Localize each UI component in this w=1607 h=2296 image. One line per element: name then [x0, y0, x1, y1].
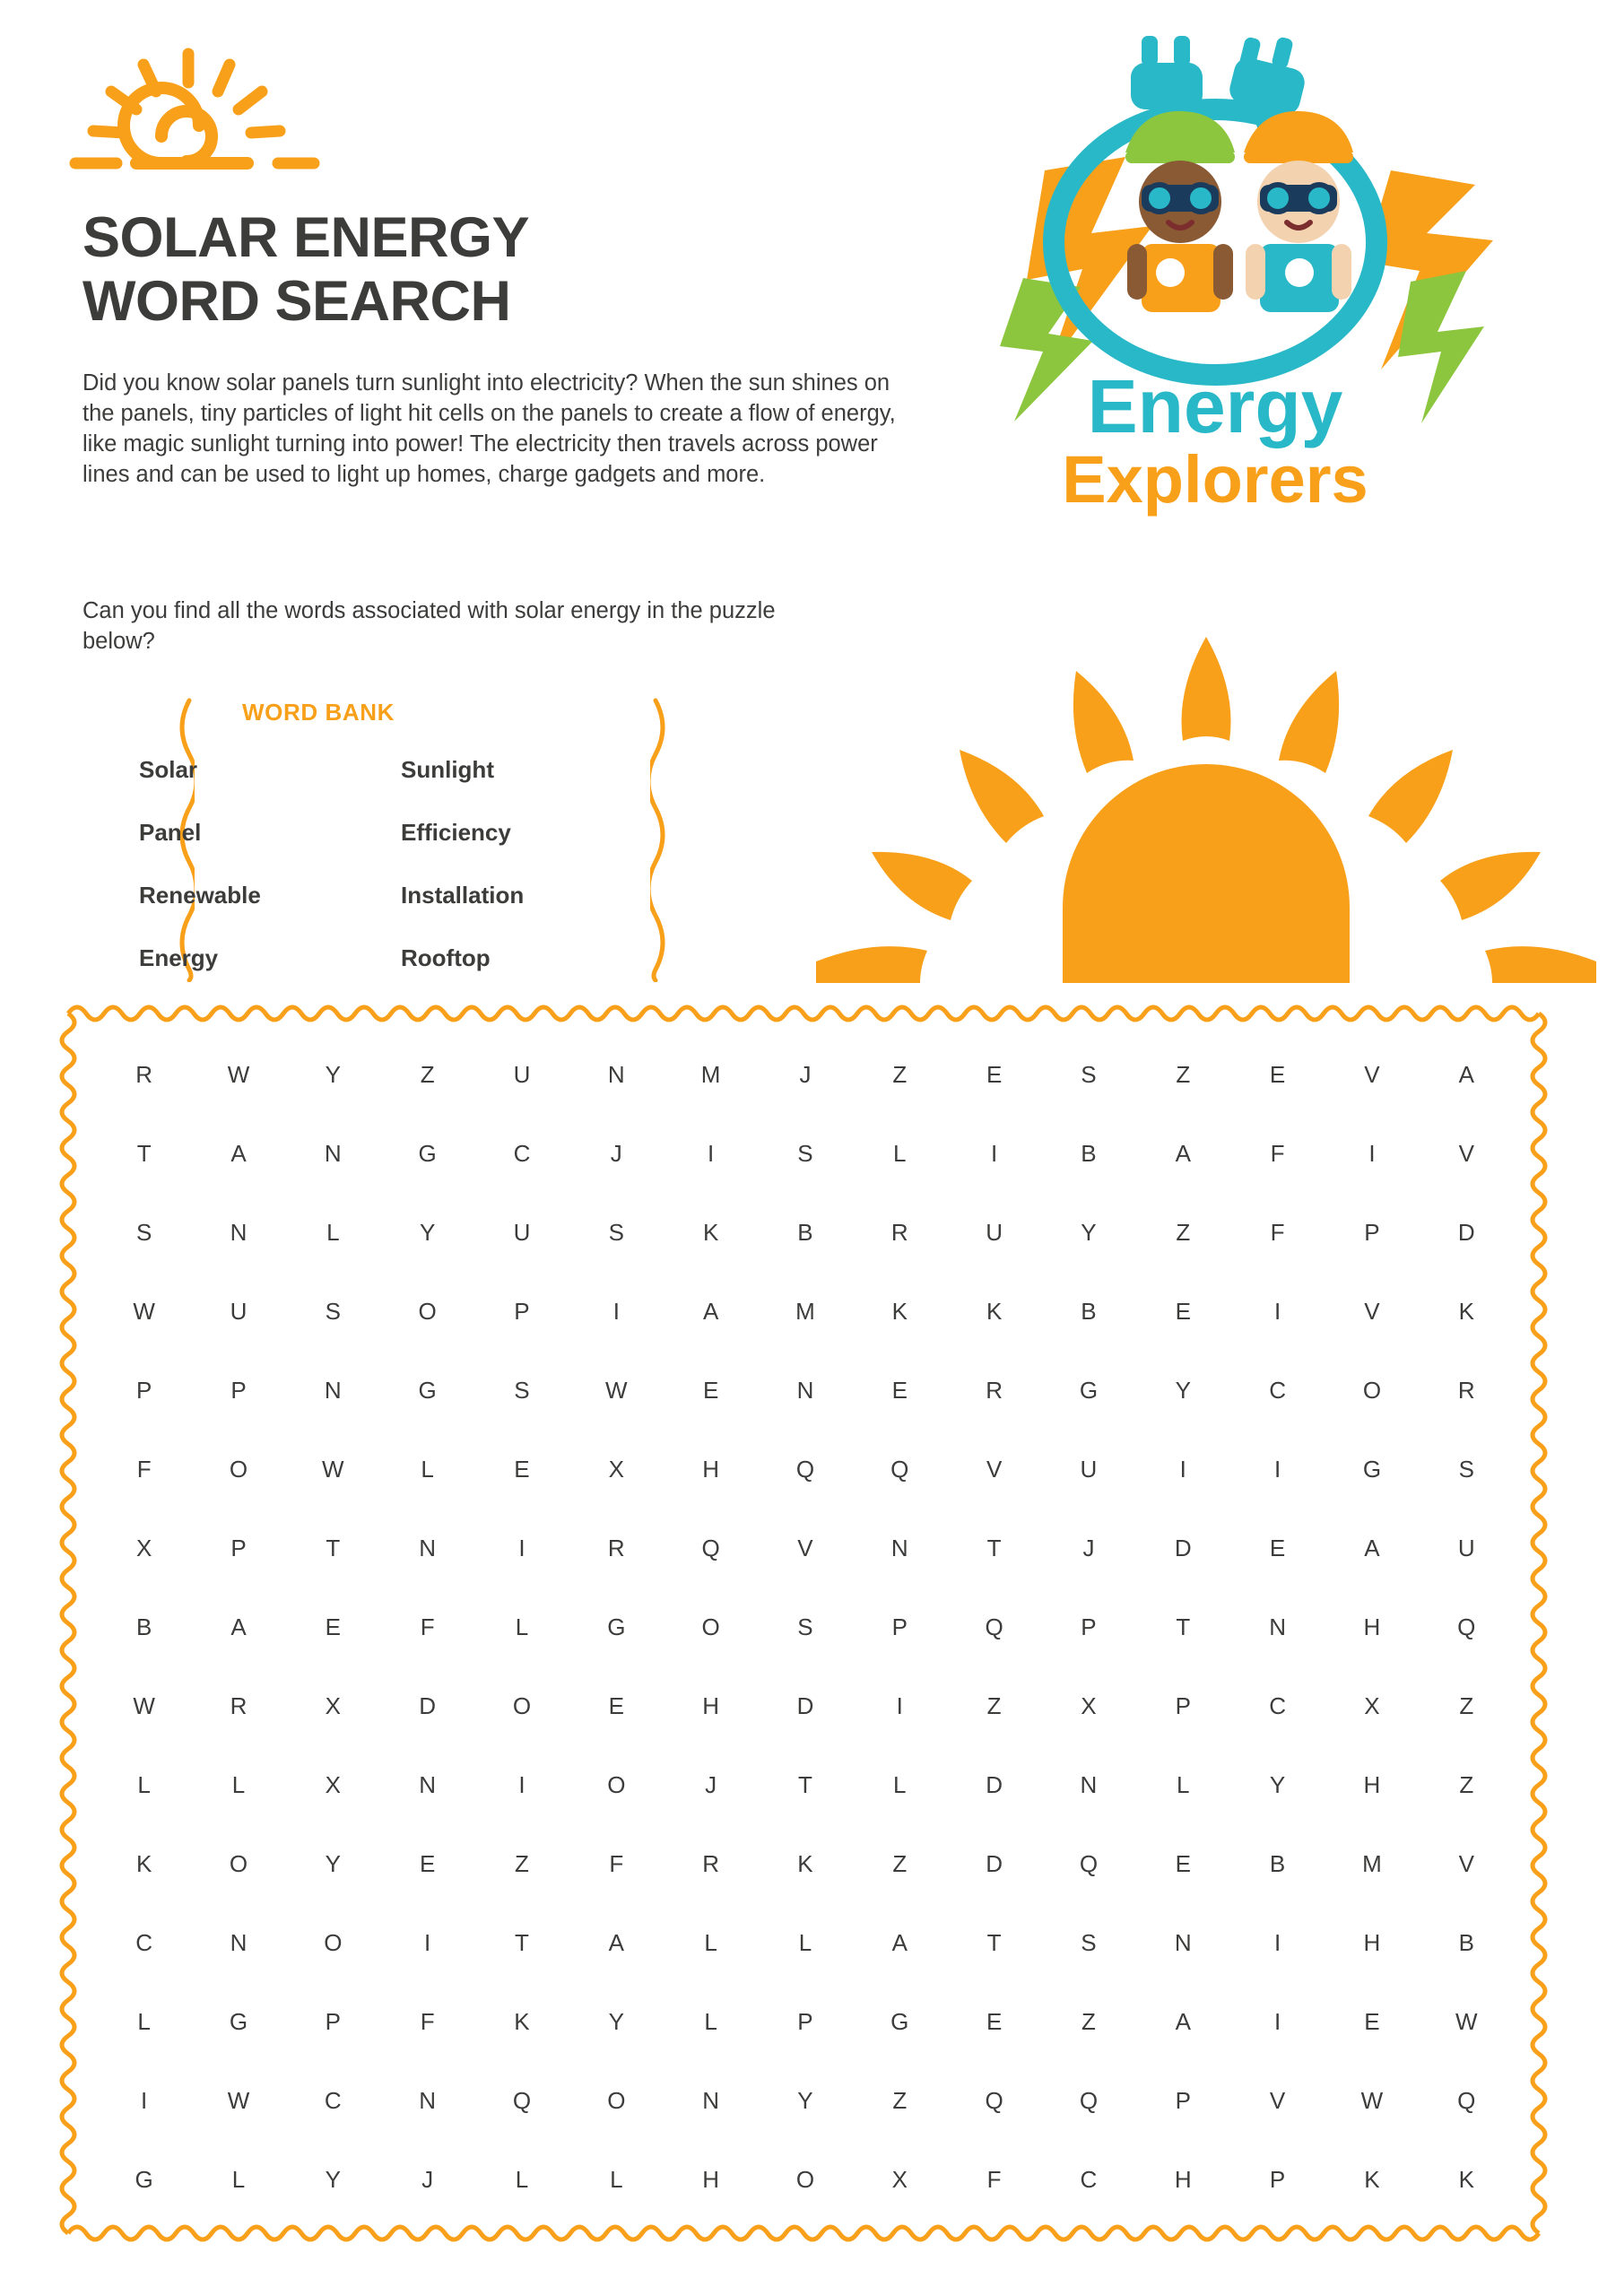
grid-cell[interactable]: L	[704, 1928, 717, 1956]
grid-cell[interactable]: V	[986, 1455, 1003, 1483]
grid-row	[97, 1114, 1514, 1193]
grid-cell[interactable]: N	[607, 1060, 625, 1088]
grid-cell[interactable]: L	[421, 1455, 434, 1483]
grid-cell[interactable]: E	[1175, 1297, 1191, 1325]
grid-cell[interactable]: E	[419, 1849, 436, 1877]
grid-cell[interactable]: Y	[325, 1849, 341, 1877]
grid-cell[interactable]: I	[612, 1297, 620, 1325]
grid-cell[interactable]: Z	[1459, 1692, 1474, 1719]
grid-cell[interactable]: L	[610, 2165, 623, 2193]
grid-cell[interactable]: Y	[419, 1218, 436, 1246]
grid-cell[interactable]: U	[513, 1060, 531, 1088]
grid-cell[interactable]: I	[518, 1770, 526, 1798]
grid-cell[interactable]: A	[230, 1613, 247, 1640]
grid-cell[interactable]: I	[1273, 1297, 1281, 1325]
grid-cell[interactable]: I	[1273, 1455, 1281, 1483]
grid-cell[interactable]: B	[797, 1218, 813, 1246]
grid-cell[interactable]: K	[1364, 2165, 1380, 2193]
grid-cell[interactable]: N	[324, 1139, 342, 1167]
grid-cell[interactable]: L	[798, 1928, 812, 1956]
word-bank-item: Installation	[401, 882, 525, 909]
grid-cell[interactable]: I	[991, 1139, 998, 1167]
grid-cell[interactable]: H	[702, 1692, 720, 1719]
grid-cell[interactable]: O	[324, 1928, 343, 1956]
grid-cell[interactable]: W	[1455, 2007, 1478, 2035]
word-bank-item: Solar	[139, 756, 198, 783]
grid-cell[interactable]: B	[1458, 1928, 1474, 1956]
grid-cell[interactable]: G	[890, 2007, 909, 2035]
grid-cell[interactable]: F	[136, 1455, 152, 1483]
grid-cell[interactable]: F	[609, 1849, 624, 1877]
grid-cell[interactable]: F	[420, 1613, 435, 1640]
grid-cell[interactable]: U	[1080, 1455, 1098, 1483]
sun-doodle-icon	[54, 27, 359, 206]
grid-cell[interactable]: P	[1175, 2086, 1191, 2114]
grid-cell[interactable]: K	[797, 1849, 813, 1877]
grid-cell[interactable]: N	[1080, 1770, 1098, 1798]
grid-cell[interactable]: G	[1079, 1376, 1099, 1404]
grid-cell[interactable]: A	[702, 1297, 719, 1325]
grid-cell[interactable]: G	[607, 1613, 626, 1640]
grid-cell[interactable]: D	[419, 1692, 437, 1719]
grid-cell[interactable]: N	[796, 1376, 814, 1404]
grid-cell[interactable]: S	[325, 1297, 341, 1325]
word-bank-title: WORD BANK	[242, 699, 395, 726]
grid-cell[interactable]: E	[1364, 2007, 1380, 2035]
grid-cell[interactable]: S	[1458, 1455, 1474, 1483]
grid-cell[interactable]: Z	[1081, 2007, 1096, 2035]
grid-cell[interactable]: Q	[985, 2086, 1003, 2114]
grid-cell[interactable]: G	[135, 2165, 153, 2193]
grid-cell[interactable]: P	[1364, 1218, 1380, 1246]
grid-cell[interactable]: A	[1175, 1139, 1191, 1167]
grid-cell[interactable]: Z	[1176, 1060, 1191, 1088]
grid-cell[interactable]: Z	[1176, 1218, 1191, 1246]
grid-cell[interactable]: N	[419, 1770, 437, 1798]
grid-cell[interactable]: H	[1363, 1613, 1381, 1640]
grid-cell[interactable]: O	[607, 2086, 626, 2114]
grid-cell[interactable]: C	[1269, 1376, 1286, 1404]
grid-cell[interactable]: T	[136, 1139, 152, 1167]
grid-cell[interactable]: D	[1457, 1218, 1475, 1246]
grid-cell[interactable]: L	[231, 1770, 246, 1798]
grid-cell[interactable]: K	[891, 1297, 908, 1325]
grid-cell[interactable]: P	[891, 1613, 908, 1640]
brace-right-icon	[650, 695, 673, 982]
grid-cell[interactable]: P	[1175, 1692, 1191, 1719]
grid-cell[interactable]: D	[986, 1849, 1003, 1877]
grid-cell[interactable]: O	[607, 1770, 626, 1798]
grid-cell[interactable]: Z	[420, 1060, 435, 1088]
grid-cell[interactable]: Y	[1269, 1770, 1286, 1798]
grid-cell[interactable]: Q	[512, 2086, 532, 2114]
grid-cell[interactable]: N	[419, 1534, 437, 1561]
grid-cell[interactable]: Y	[797, 2086, 813, 2114]
grid-cell[interactable]: L	[515, 2165, 529, 2193]
grid-row	[97, 1193, 1514, 1272]
grid-cell[interactable]: F	[1270, 1139, 1285, 1167]
grid-cell[interactable]: G	[418, 1376, 437, 1404]
grid-cell[interactable]: W	[227, 1060, 250, 1088]
grid-cell[interactable]: K	[986, 1297, 1003, 1325]
word-bank-item: Efficiency	[401, 819, 511, 846]
logo-line1: Energy	[1087, 364, 1343, 448]
grid-cell[interactable]: R	[986, 1376, 1003, 1404]
grid-cell[interactable]: B	[135, 1613, 152, 1640]
grid-cell[interactable]: L	[231, 2165, 246, 2193]
grid-cell[interactable]: T	[986, 1534, 1002, 1561]
grid-cell[interactable]: Y	[608, 2007, 624, 2035]
grid-cell[interactable]: W	[322, 1455, 344, 1483]
grid-cell[interactable]: W	[133, 1692, 155, 1719]
grid-cell[interactable]: R	[135, 1060, 153, 1088]
grid-cell[interactable]: B	[1269, 1849, 1286, 1877]
grid-cell[interactable]: T	[1176, 1613, 1191, 1640]
grid-cell[interactable]: H	[1363, 1770, 1381, 1798]
grid-cell[interactable]: I	[1273, 2007, 1281, 2035]
grid-cell[interactable]: Q	[1079, 2086, 1099, 2114]
grid-row	[97, 1666, 1514, 1745]
grid-cell[interactable]: O	[229, 1849, 248, 1877]
word-bank-column-2	[401, 738, 580, 989]
grid-cell[interactable]: I	[518, 1534, 526, 1561]
grid-cell[interactable]: Q	[1457, 1613, 1476, 1640]
grid-cell[interactable]: E	[1269, 1534, 1286, 1561]
grid-cell[interactable]: F	[420, 2007, 435, 2035]
grid-cell[interactable]: I	[708, 1139, 715, 1167]
word-bank-column-1	[139, 738, 318, 989]
grid-cell[interactable]: E	[891, 1376, 908, 1404]
logo-line2: Explorers	[1062, 442, 1368, 517]
grid-cell[interactable]: T	[986, 1928, 1002, 1956]
grid-cell[interactable]: V	[1458, 1849, 1474, 1877]
grid-cell[interactable]: X	[891, 2165, 908, 2193]
grid-cell[interactable]: Q	[985, 1613, 1003, 1640]
grid-cell[interactable]: X	[608, 1455, 624, 1483]
grid-cell[interactable]: Q	[795, 1455, 815, 1483]
grid-cell[interactable]: O	[512, 1692, 532, 1719]
grid-cell[interactable]: A	[1458, 1060, 1474, 1088]
grid-cell[interactable]: X	[1364, 1692, 1380, 1719]
grid-cell[interactable]: G	[418, 1139, 437, 1167]
grid-cell[interactable]: N	[230, 1218, 248, 1246]
grid-cell[interactable]: Z	[515, 1849, 529, 1877]
grid-cell[interactable]: C	[135, 1928, 153, 1956]
grid-cell[interactable]: L	[1177, 1770, 1190, 1798]
grid-cell[interactable]: J	[705, 1770, 717, 1798]
grid-cell[interactable]: X	[1081, 1692, 1097, 1719]
grid-cell[interactable]: P	[135, 1376, 152, 1404]
grid-cell[interactable]: R	[230, 1692, 248, 1719]
grid-cell[interactable]: Z	[892, 2086, 908, 2114]
grid-cell[interactable]: S	[608, 1218, 624, 1246]
grid-cell[interactable]: X	[135, 1534, 152, 1561]
grid-cell[interactable]: I	[1368, 1139, 1376, 1167]
grid-row	[97, 1587, 1514, 1666]
grid-cell[interactable]: S	[135, 1218, 152, 1246]
grid-cell[interactable]: X	[325, 1692, 341, 1719]
grid-cell[interactable]: O	[229, 1455, 248, 1483]
grid-cell[interactable]: P	[1269, 2165, 1286, 2193]
grid-cell[interactable]: I	[141, 2086, 148, 2114]
grid-cell[interactable]: R	[607, 1534, 625, 1561]
grid-cell[interactable]: V	[1364, 1297, 1380, 1325]
grid-cell[interactable]: Q	[1457, 2086, 1476, 2114]
grid-cell[interactable]: S	[797, 1139, 813, 1167]
grid-cell[interactable]: A	[891, 1928, 908, 1956]
grid-cell[interactable]: I	[424, 1928, 431, 1956]
grid-cell[interactable]: P	[230, 1376, 247, 1404]
grid-cell[interactable]: L	[326, 1218, 340, 1246]
grid-cell[interactable]: Z	[1459, 1770, 1474, 1798]
grid-cell[interactable]: K	[514, 2007, 530, 2035]
word-search-puzzle[interactable]	[56, 997, 1555, 2253]
grid-cell[interactable]: U	[986, 1218, 1003, 1246]
grid-cell[interactable]: Y	[325, 2165, 341, 2193]
grid-cell[interactable]: V	[1364, 1060, 1380, 1088]
page-title	[83, 206, 890, 333]
grid-row	[97, 1824, 1514, 1903]
grid-cell[interactable]: W	[227, 2086, 250, 2114]
grid-cell[interactable]: Q	[890, 1455, 909, 1483]
grid-cell[interactable]: K	[1458, 2165, 1474, 2193]
grid-cell[interactable]: R	[702, 1849, 720, 1877]
grid-cell[interactable]: J	[421, 2165, 434, 2193]
word-bank-item: Sunlight	[401, 756, 494, 783]
grid-cell[interactable]: U	[1457, 1534, 1475, 1561]
page-title-line1: SOLAR ENERGY	[83, 206, 530, 269]
grid-cell[interactable]: F	[1270, 1218, 1285, 1246]
grid-cell[interactable]: T	[515, 1928, 529, 1956]
grid-cell[interactable]: K	[1458, 1297, 1474, 1325]
grid-cell[interactable]: Q	[701, 1534, 720, 1561]
grid-row	[97, 1745, 1514, 1824]
grid-cell[interactable]: J	[610, 1139, 622, 1167]
grid-cell[interactable]: E	[986, 1060, 1003, 1088]
grid-cell[interactable]: E	[608, 1692, 624, 1719]
grid-cell[interactable]: N	[1269, 1613, 1286, 1640]
grid-cell[interactable]: L	[893, 1139, 907, 1167]
grid-row	[97, 1035, 1514, 1114]
grid-cell[interactable]: V	[1458, 1139, 1474, 1167]
grid-cell[interactable]: W	[1360, 2086, 1384, 2114]
grid-cell[interactable]: E	[1269, 1060, 1286, 1088]
grid-cell[interactable]: N	[419, 2086, 437, 2114]
grid-cell[interactable]: S	[1081, 1060, 1097, 1088]
grid-cell[interactable]: Z	[892, 1849, 908, 1877]
grid-cell[interactable]: J	[799, 1060, 812, 1088]
grid-cell[interactable]: E	[514, 1455, 530, 1483]
grid-cell[interactable]: E	[1175, 1849, 1191, 1877]
grid-cell[interactable]: H	[1363, 1928, 1381, 1956]
letter-grid[interactable]	[97, 1035, 1514, 2219]
grid-cell[interactable]: P	[797, 2007, 813, 2035]
grid-cell[interactable]: P	[325, 2007, 341, 2035]
grid-cell[interactable]: P	[514, 1297, 530, 1325]
grid-cell[interactable]: S	[514, 1376, 530, 1404]
grid-cell[interactable]: X	[325, 1770, 341, 1798]
grid-cell[interactable]: A	[1364, 1534, 1380, 1561]
grid-cell[interactable]: L	[137, 1770, 151, 1798]
grid-cell[interactable]: C	[1269, 1692, 1286, 1719]
grid-cell[interactable]: E	[325, 1613, 341, 1640]
grid-cell[interactable]: N	[702, 2086, 720, 2114]
grid-cell[interactable]: Y	[1175, 1376, 1191, 1404]
grid-cell[interactable]: E	[986, 2007, 1003, 2035]
grid-cell[interactable]: D	[796, 1692, 814, 1719]
grid-cell[interactable]: O	[1362, 1376, 1382, 1404]
grid-cell[interactable]: L	[137, 2007, 151, 2035]
grid-cell[interactable]: H	[1174, 2165, 1192, 2193]
grid-cell[interactable]: A	[1175, 2007, 1191, 2035]
instruction-paragraph: Can you find all the words associated with solar energy in the puzzle below?	[83, 598, 776, 655]
grid-cell[interactable]: T	[326, 1534, 341, 1561]
grid-cell[interactable]: G	[229, 2007, 248, 2035]
grid-cell[interactable]: M	[700, 1060, 721, 1088]
grid-cell[interactable]: M	[1362, 1849, 1382, 1877]
grid-row	[97, 1903, 1514, 1982]
word-bank	[85, 695, 614, 982]
page-header	[0, 0, 1607, 655]
intro-paragraph: Did you know solar panels turn sunlight into electricity? When the sun shines on the panels, tiny particles of light hit cells on the panels to create a flow of energy, like magic sunlight turning into power! The electricity then travels across power lines and can be used to light up homes, charge gadgets and more.	[83, 370, 896, 488]
grid-cell[interactable]: K	[135, 1849, 152, 1877]
grid-cell[interactable]: L	[515, 1613, 529, 1640]
word-bank-item: Panel	[139, 819, 202, 846]
grid-cell[interactable]: I	[1179, 1455, 1186, 1483]
grid-cell[interactable]: I	[1273, 1928, 1281, 1956]
grid-cell[interactable]: V	[797, 1534, 813, 1561]
grid-cell[interactable]: T	[798, 1770, 812, 1798]
grid-cell[interactable]: U	[513, 1218, 531, 1246]
grid-cell[interactable]: L	[893, 1770, 907, 1798]
grid-cell[interactable]: V	[1269, 2086, 1286, 2114]
grid-row	[97, 1430, 1514, 1509]
grid-cell[interactable]: K	[702, 1218, 719, 1246]
grid-cell[interactable]: R	[1457, 1376, 1475, 1404]
grid-cell[interactable]: N	[324, 1376, 342, 1404]
grid-cell[interactable]: U	[230, 1297, 248, 1325]
grid-cell[interactable]: C	[513, 1139, 531, 1167]
grid-cell[interactable]: N	[230, 1928, 248, 1956]
page-title-line2: WORD SEARCH	[83, 269, 511, 333]
grid-row	[97, 2061, 1514, 2140]
grid-cell[interactable]: D	[1174, 1534, 1192, 1561]
grid-cell[interactable]: O	[701, 1613, 720, 1640]
grid-cell[interactable]: A	[230, 1139, 247, 1167]
grid-cell[interactable]: W	[605, 1376, 628, 1404]
grid-cell[interactable]: P	[230, 1534, 247, 1561]
grid-cell[interactable]: S	[1081, 1928, 1097, 1956]
grid-cell[interactable]: G	[1362, 1455, 1382, 1483]
grid-cell[interactable]: B	[1081, 1139, 1097, 1167]
grid-cell[interactable]: Y	[1081, 1218, 1097, 1246]
sun-illustration	[789, 628, 1607, 1004]
grid-cell[interactable]: D	[986, 1770, 1003, 1798]
grid-cell[interactable]: J	[1082, 1534, 1095, 1561]
grid-cell[interactable]: E	[702, 1376, 719, 1404]
grid-cell[interactable]: P	[1081, 1613, 1097, 1640]
grid-row	[97, 1509, 1514, 1587]
word-bank-item: Rooftop	[401, 944, 491, 971]
word-bank-item: Energy	[139, 944, 219, 971]
grid-cell[interactable]: A	[608, 1928, 624, 1956]
grid-cell[interactable]: S	[797, 1613, 813, 1640]
grid-cell[interactable]: M	[795, 1297, 815, 1325]
grid-cell[interactable]: N	[890, 1534, 908, 1561]
word-bank-item: Renewable	[139, 882, 261, 909]
grid-cell[interactable]: O	[418, 1297, 437, 1325]
grid-row	[97, 1272, 1514, 1351]
grid-cell[interactable]: B	[1081, 1297, 1097, 1325]
grid-cell[interactable]: H	[702, 2165, 720, 2193]
grid-cell[interactable]: C	[1080, 2165, 1098, 2193]
grid-cell[interactable]: Z	[986, 1692, 1002, 1719]
grid-cell[interactable]: Z	[892, 1060, 908, 1088]
grid-cell[interactable]: Y	[325, 1060, 341, 1088]
grid-cell[interactable]: R	[890, 1218, 908, 1246]
grid-cell[interactable]: C	[324, 2086, 342, 2114]
grid-cell[interactable]: F	[986, 2165, 1002, 2193]
grid-cell[interactable]: H	[702, 1455, 720, 1483]
grid-cell[interactable]: I	[896, 1692, 903, 1719]
grid-cell[interactable]: Q	[1079, 1849, 1099, 1877]
energy-explorers-logo	[856, 18, 1565, 556]
grid-row	[97, 2140, 1514, 2219]
grid-cell[interactable]: L	[704, 2007, 717, 2035]
grid-row	[97, 1351, 1514, 1430]
grid-row	[97, 1982, 1514, 2061]
grid-cell[interactable]: O	[795, 2165, 815, 2193]
grid-cell[interactable]: W	[133, 1297, 155, 1325]
grid-cell[interactable]: N	[1174, 1928, 1192, 1956]
